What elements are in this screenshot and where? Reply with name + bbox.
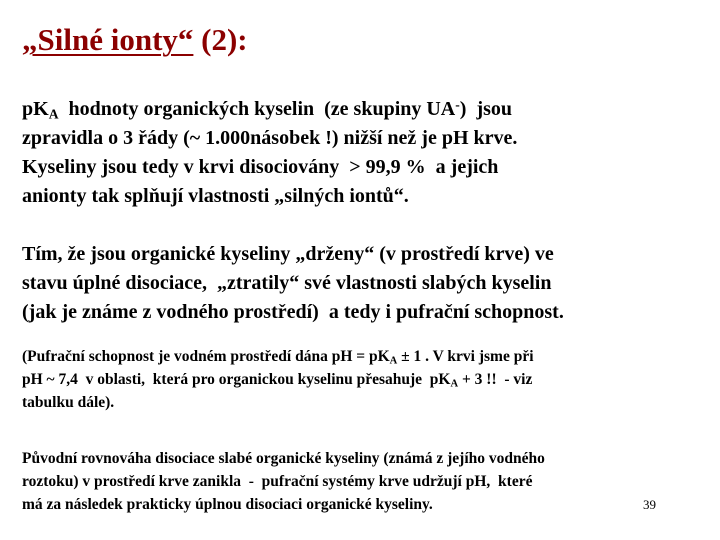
p3-line-1-b: ± 1 . V krvi jsme při (397, 348, 534, 365)
p1-line-1-sub: A (48, 106, 59, 122)
p1-line-1-b: hodnoty organických kyselin (ze skupiny UA (58, 98, 456, 120)
p4-line-2: roztoku) v prostředí krve zanikla - pufrační systémy krve udržují pH, které (22, 473, 533, 490)
p3-line-2-a: pH ~ 7,4 v oblasti, která pro organickou kyselinu přesahuje pK (22, 371, 451, 388)
title-suffix: (2): (193, 22, 248, 57)
paragraph-original-equilibrium (22, 447, 545, 516)
p2-line-2: stavu úplné disociace, „ztratily“ své vlastnosti slabých kyselin (22, 272, 552, 294)
paragraph-buffer-capacity (22, 345, 534, 414)
page-number: 39 (643, 497, 656, 512)
p3-line-2-b: + 3 !! - viz (458, 371, 533, 388)
paragraph-organic-acids (22, 240, 564, 327)
p3-line-2 (22, 368, 534, 391)
p4-line-3: má za následek prakticky úplnou disociaci organické kyseliny. (22, 496, 433, 513)
paragraph-pka-values (22, 95, 517, 211)
p4-line-1: Původní rovnováha disociace slabé organické kyseliny (známá z jejího vodného (22, 450, 545, 467)
p2-line-3: (jak je známe z vodného prostředí) a tedy i pufrační schopnost. (22, 301, 564, 323)
p3-line-1-sub: A (389, 355, 398, 367)
p2-line-1: Tím, že jsou organické kyseliny „drženy“ (v prostředí krve) ve (22, 243, 554, 265)
p1-line-1-sup: - (455, 96, 460, 112)
p3-line-1 (22, 345, 534, 368)
title-main: „Silné ionty“ (22, 22, 194, 57)
p3-line-1-a: (Pufrační schopnost je vodném prostředí dána pH = pK (22, 348, 390, 365)
p1-line-2: zpravidla o 3 řády (~ 1.000násobek !) nižší než je pH krve. (22, 127, 518, 149)
p3-line-2-sub: A (450, 378, 459, 390)
p1-line-1-c: ) jsou (459, 98, 513, 120)
p1-line-1 (22, 95, 517, 124)
p1-line-4: anionty tak splňují vlastnosti „silných iontů“. (22, 185, 409, 207)
p1-line-3: Kyseliny jsou tedy v krvi disociovány > 99,9 % a jejich (22, 156, 499, 178)
p3-line-3: tabulku dále). (22, 394, 115, 411)
slide-title (22, 22, 248, 58)
p1-line-1-a: pK (22, 98, 49, 120)
